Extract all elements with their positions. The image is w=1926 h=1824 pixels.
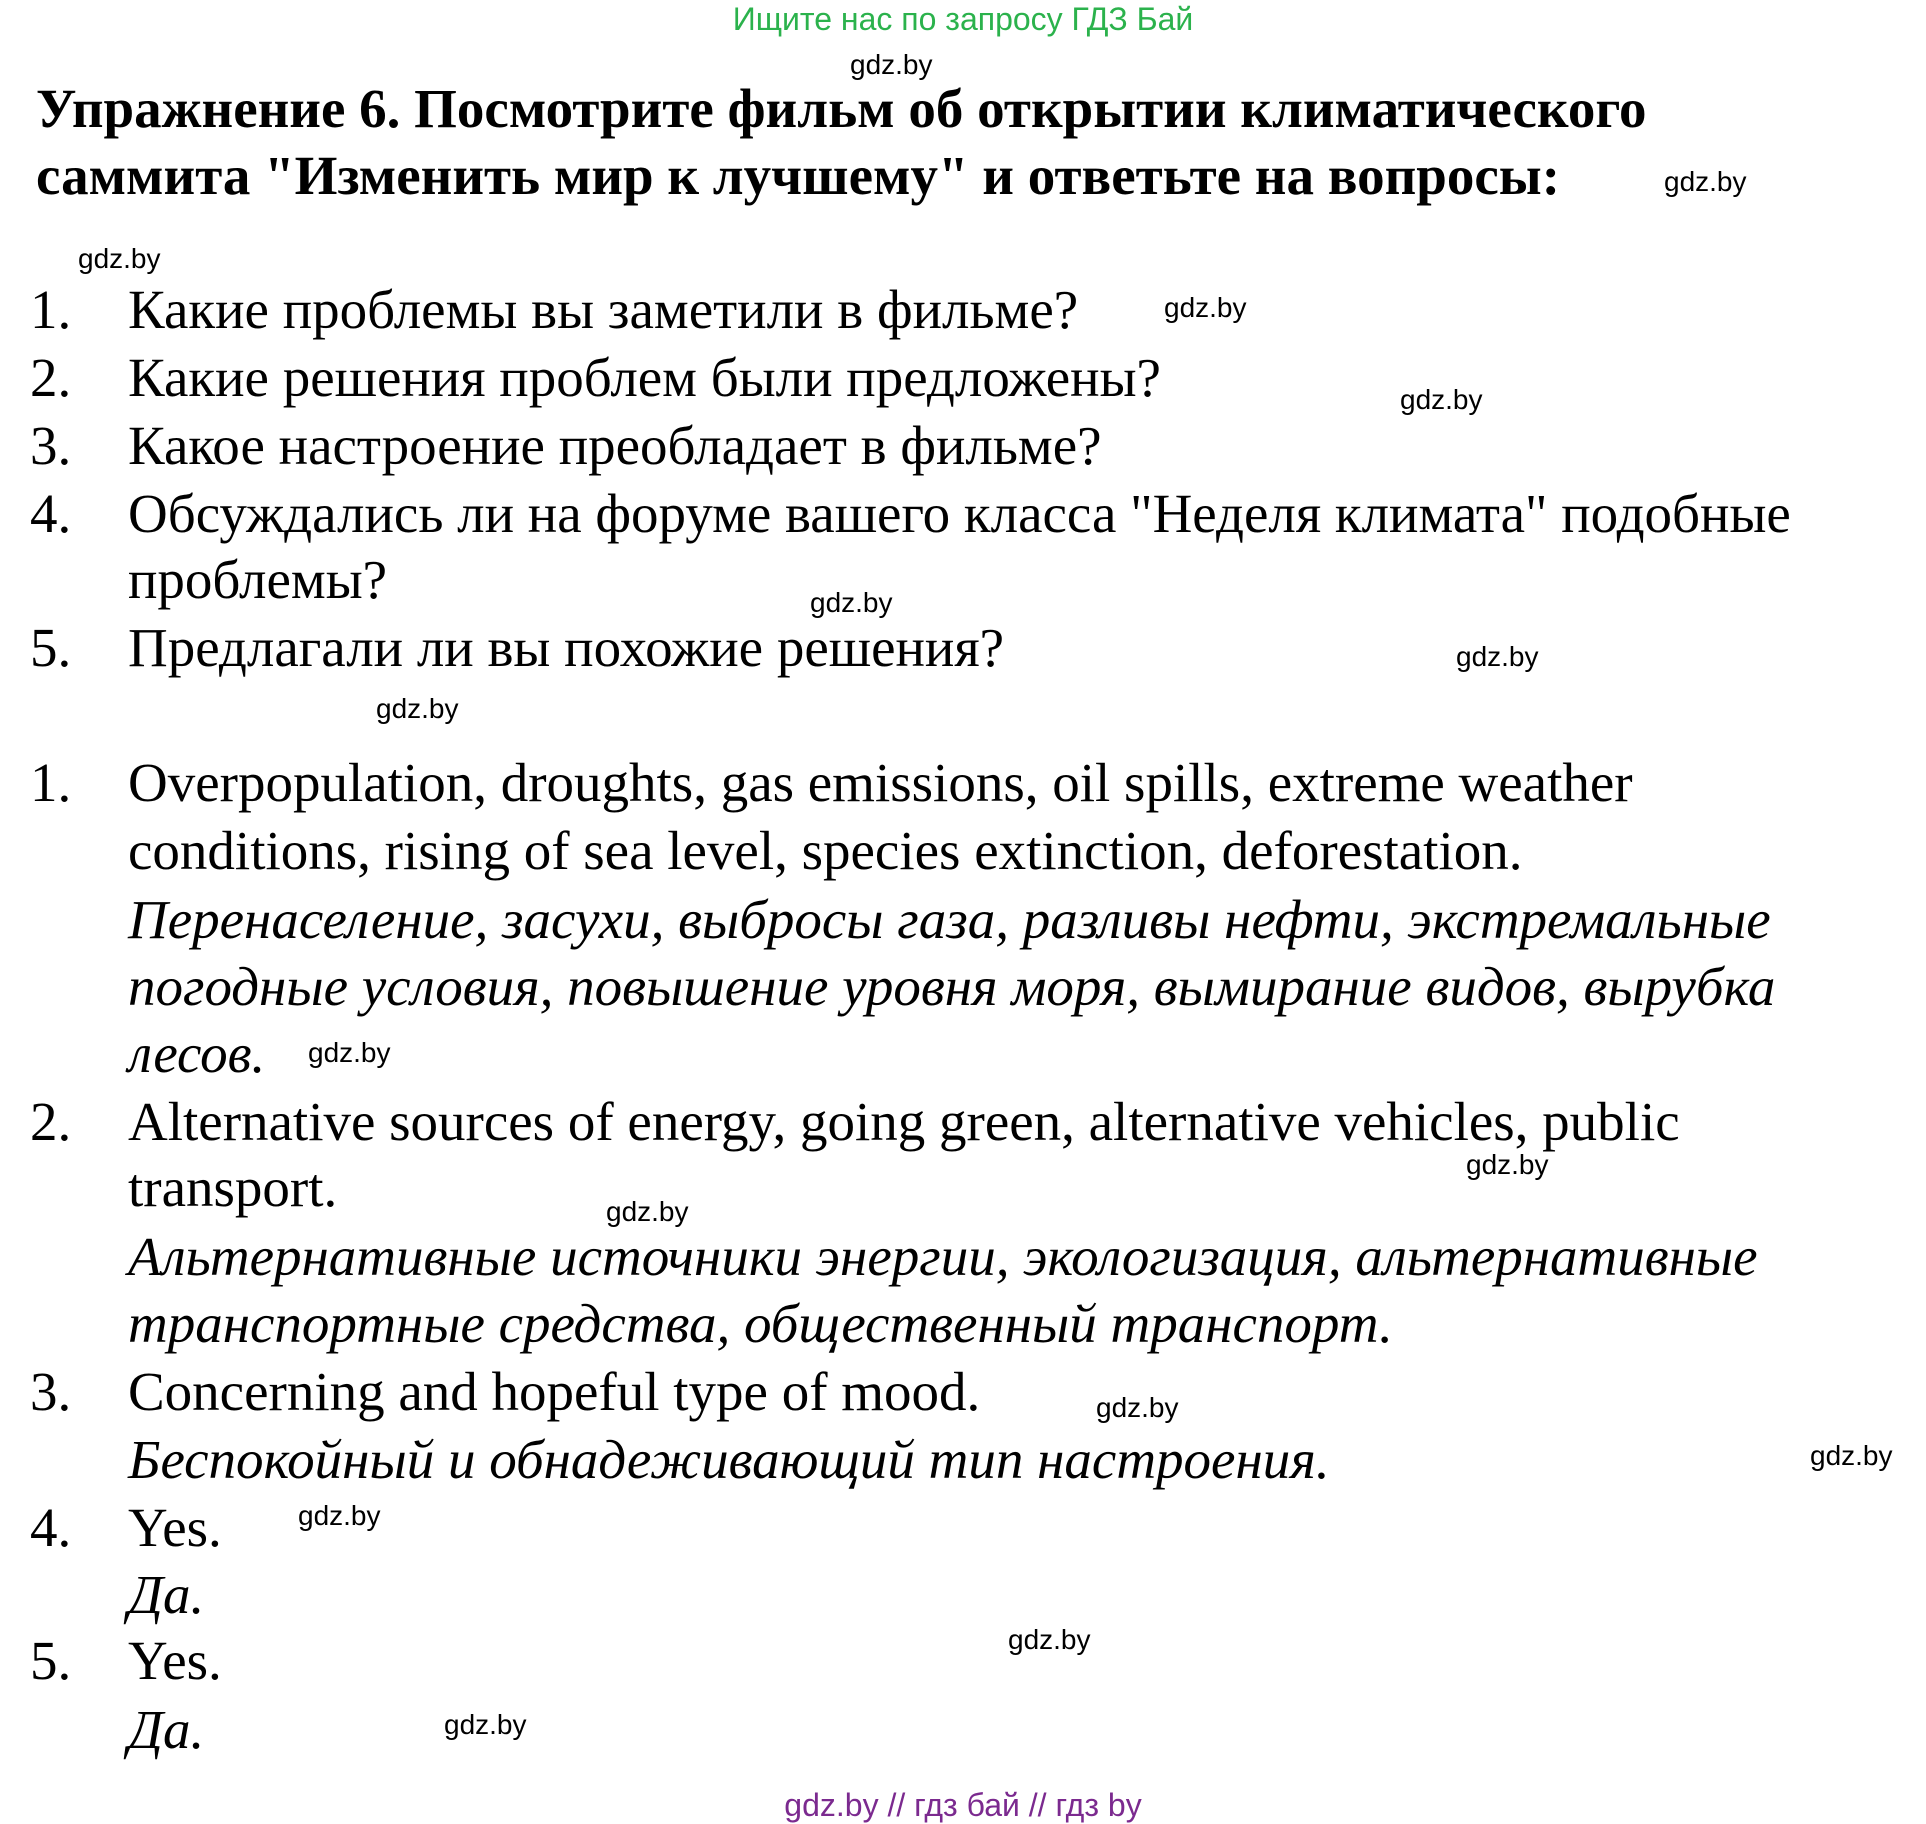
watermark-label: gdz.by xyxy=(308,1037,391,1068)
watermark-label: gdz.by xyxy=(78,243,161,274)
watermark-label: gdz.by xyxy=(1664,166,1747,197)
watermark-label: gdz.by xyxy=(1400,384,1483,415)
answer-english: Yes. xyxy=(128,1630,222,1691)
answer-russian: Да. xyxy=(128,1699,205,1760)
question-text: Какое настроение преобладает в фильме? xyxy=(128,415,1102,476)
answer-number: 4. xyxy=(30,1497,72,1558)
answer-english: Alternative sources of energy, going green, alternative vehicles, public xyxy=(128,1091,1680,1152)
answer-english: transport. xyxy=(128,1157,338,1218)
answer-number: 3. xyxy=(30,1361,72,1422)
watermark-label: gdz.by xyxy=(850,49,933,80)
answer-russian: Беспокойный и обнадеживающий тип настроения. xyxy=(128,1429,1330,1490)
watermark-label: gdz.by xyxy=(1810,1440,1893,1471)
question-number: 3. xyxy=(30,415,72,476)
answer-number: 5. xyxy=(30,1630,72,1691)
question-number: 4. xyxy=(30,483,72,544)
answer-russian: Перенаселение, засухи, выбросы газа, разливы нефти, экстремальные xyxy=(128,889,1771,950)
answer-russian: Альтернативные источники энергии, экологизация, альтернативные xyxy=(128,1226,1758,1287)
answer-english: Overpopulation, droughts, gas emissions, oil spills, extreme weather xyxy=(128,752,1633,813)
answer-english: conditions, rising of sea level, species extinction, deforestation. xyxy=(128,820,1523,881)
watermark-label: gdz.by xyxy=(1466,1149,1549,1180)
footer-links[interactable]: gdz.by // гдз бай // гдз by xyxy=(784,1787,1142,1823)
answer-english: Yes. xyxy=(128,1497,222,1558)
watermark-label: gdz.by xyxy=(1456,641,1539,672)
watermark-label: gdz.by xyxy=(444,1709,527,1740)
question-text: Обсуждались ли на форуме вашего класса "Неделя климата" подобные xyxy=(128,483,1791,544)
answer-russian: транспортные средства, общественный транспорт. xyxy=(128,1293,1393,1354)
answer-number: 1. xyxy=(30,752,72,813)
question-number: 5. xyxy=(30,617,72,678)
answer-english: Concerning and hopeful type of mood. xyxy=(128,1361,981,1422)
exercise-title-line-2: саммита "Изменить мир к лучшему" и ответьте на вопросы: xyxy=(36,145,1561,206)
question-text: Предлагали ли вы похожие решения? xyxy=(128,617,1005,678)
watermark-label: gdz.by xyxy=(1164,292,1247,323)
answer-russian: погодные условия, повышение уровня моря, вымирание видов, вырубка xyxy=(128,956,1776,1017)
answer-number: 2. xyxy=(30,1091,72,1152)
question-number: 1. xyxy=(30,279,72,340)
search-hint-link[interactable]: Ищите нас по запросу ГДЗ Бай xyxy=(732,1,1194,37)
question-text: проблемы? xyxy=(128,549,388,610)
question-text: Какие проблемы вы заметили в фильме? xyxy=(128,279,1079,340)
watermark-label: gdz.by xyxy=(376,693,459,724)
answer-russian: лесов. xyxy=(128,1023,266,1084)
exercise-title-line-1: Упражнение 6. Посмотрите фильм об открытии климатического xyxy=(36,78,1647,139)
watermark-label: gdz.by xyxy=(810,587,893,618)
watermark-label: gdz.by xyxy=(1096,1392,1179,1423)
watermark-label: gdz.by xyxy=(606,1196,689,1227)
watermark-label: gdz.by xyxy=(1008,1624,1091,1655)
question-number: 2. xyxy=(30,347,72,408)
watermark-label: gdz.by xyxy=(298,1500,381,1531)
answer-russian: Да. xyxy=(128,1564,205,1625)
question-text: Какие решения проблем были предложены? xyxy=(128,347,1161,408)
